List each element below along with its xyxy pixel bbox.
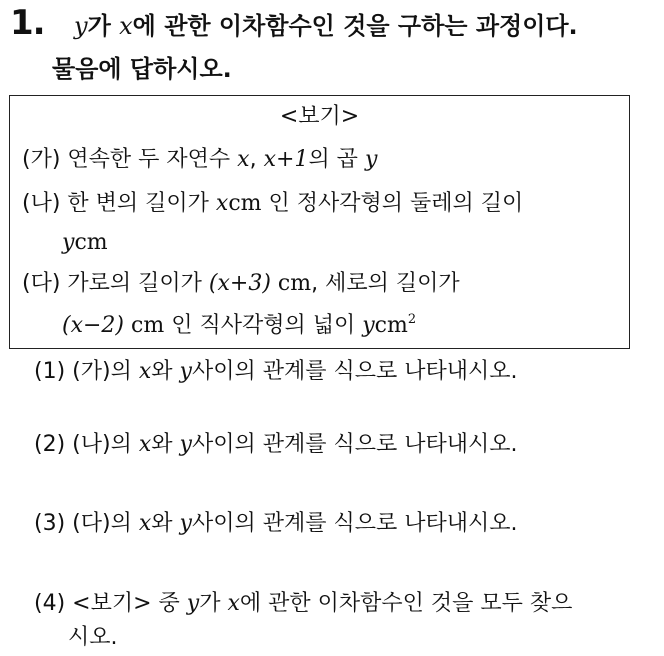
sub-text: 가 bbox=[199, 591, 228, 616]
sub-number: (4) bbox=[34, 591, 66, 616]
box-title: <보기> bbox=[279, 104, 360, 129]
sub-text: 와 bbox=[151, 359, 180, 384]
item-da-line2 bbox=[62, 313, 416, 337]
var-x: x bbox=[138, 511, 152, 536]
item-ga bbox=[22, 149, 377, 171]
expr-x-plus-3: (x+3) bbox=[208, 271, 271, 296]
var-y: y bbox=[74, 12, 88, 40]
unit-cm: cm bbox=[270, 271, 312, 296]
sub-text: 사이의 관계를 식으로 나타내시오. bbox=[191, 359, 518, 384]
example-box bbox=[9, 95, 630, 349]
unit-cm: cm bbox=[124, 313, 165, 338]
sub-number: (1) bbox=[34, 359, 66, 384]
var-y: y bbox=[179, 359, 192, 384]
sub-text: (가)의 bbox=[65, 359, 139, 384]
sub-text: 사이의 관계를 식으로 나타내시오. bbox=[191, 511, 518, 536]
var-y: y bbox=[362, 313, 375, 338]
var-x: x bbox=[215, 191, 229, 216]
prompt-text: 가 bbox=[87, 12, 120, 40]
sub-text: 사이의 관계를 식으로 나타내시오. bbox=[191, 432, 518, 457]
sub-number: (2) bbox=[34, 432, 66, 457]
var-y: y bbox=[179, 511, 192, 536]
var-y: y bbox=[179, 432, 192, 457]
item-na bbox=[22, 193, 523, 215]
item-text: , 세로의 길이가 bbox=[311, 271, 460, 296]
sub-text: 와 bbox=[151, 511, 180, 536]
item-text: 한 변의 길이가 bbox=[60, 191, 216, 216]
question-prompt-line1 bbox=[74, 14, 578, 38]
item-text: , bbox=[249, 147, 264, 172]
sub-text: (나)의 bbox=[65, 432, 139, 457]
item-text: 연속한 두 자연수 bbox=[60, 147, 238, 172]
sub-text: <보기> 중 bbox=[65, 591, 187, 616]
item-label: (다) bbox=[22, 271, 61, 296]
prompt-text: 에 관한 이차함수인 것을 구하는 과정이다. bbox=[132, 12, 578, 40]
question-number: 1. bbox=[10, 3, 45, 43]
sub-number: (3) bbox=[34, 511, 66, 536]
item-label: (가) bbox=[22, 147, 61, 172]
item-label: (나) bbox=[22, 191, 61, 216]
var-x: x bbox=[237, 147, 250, 172]
subquestion-2 bbox=[34, 434, 517, 456]
var-x: x bbox=[227, 591, 240, 616]
var-x: x bbox=[119, 12, 133, 40]
question-prompt-line2: 물음에 답하시오. bbox=[52, 55, 232, 83]
expr-x-plus-1: x+1 bbox=[263, 147, 309, 172]
item-da bbox=[22, 273, 460, 295]
item-text: 인 직사각형의 넓이 bbox=[164, 313, 363, 338]
subquestion-4 bbox=[34, 593, 572, 615]
var-y: y bbox=[62, 230, 75, 255]
sub-text: 에 관한 이차함수인 것을 모두 찾으 bbox=[239, 591, 573, 616]
item-text: 가로의 길이가 bbox=[60, 271, 209, 296]
unit-cm: cm bbox=[374, 313, 408, 338]
unit-cm: cm bbox=[74, 230, 108, 255]
var-x: x bbox=[138, 359, 152, 384]
unit-cm: cm bbox=[228, 191, 262, 216]
item-text: 인 정사각형의 둘레의 길이 bbox=[261, 191, 524, 216]
expr-x-minus-2: (x−2) bbox=[62, 313, 125, 338]
subquestion-4-line2: 시오. bbox=[68, 625, 118, 650]
sub-text: 와 bbox=[151, 432, 180, 457]
item-text: 의 곱 bbox=[308, 147, 365, 172]
var-y: y bbox=[364, 147, 378, 172]
subquestion-1 bbox=[34, 361, 517, 383]
exponent: 2 bbox=[407, 312, 417, 327]
var-x: x bbox=[138, 432, 152, 457]
var-y: y bbox=[186, 591, 200, 616]
item-na-line2 bbox=[62, 232, 108, 254]
subquestion-3 bbox=[34, 513, 517, 535]
sub-text: (다)의 bbox=[65, 511, 139, 536]
